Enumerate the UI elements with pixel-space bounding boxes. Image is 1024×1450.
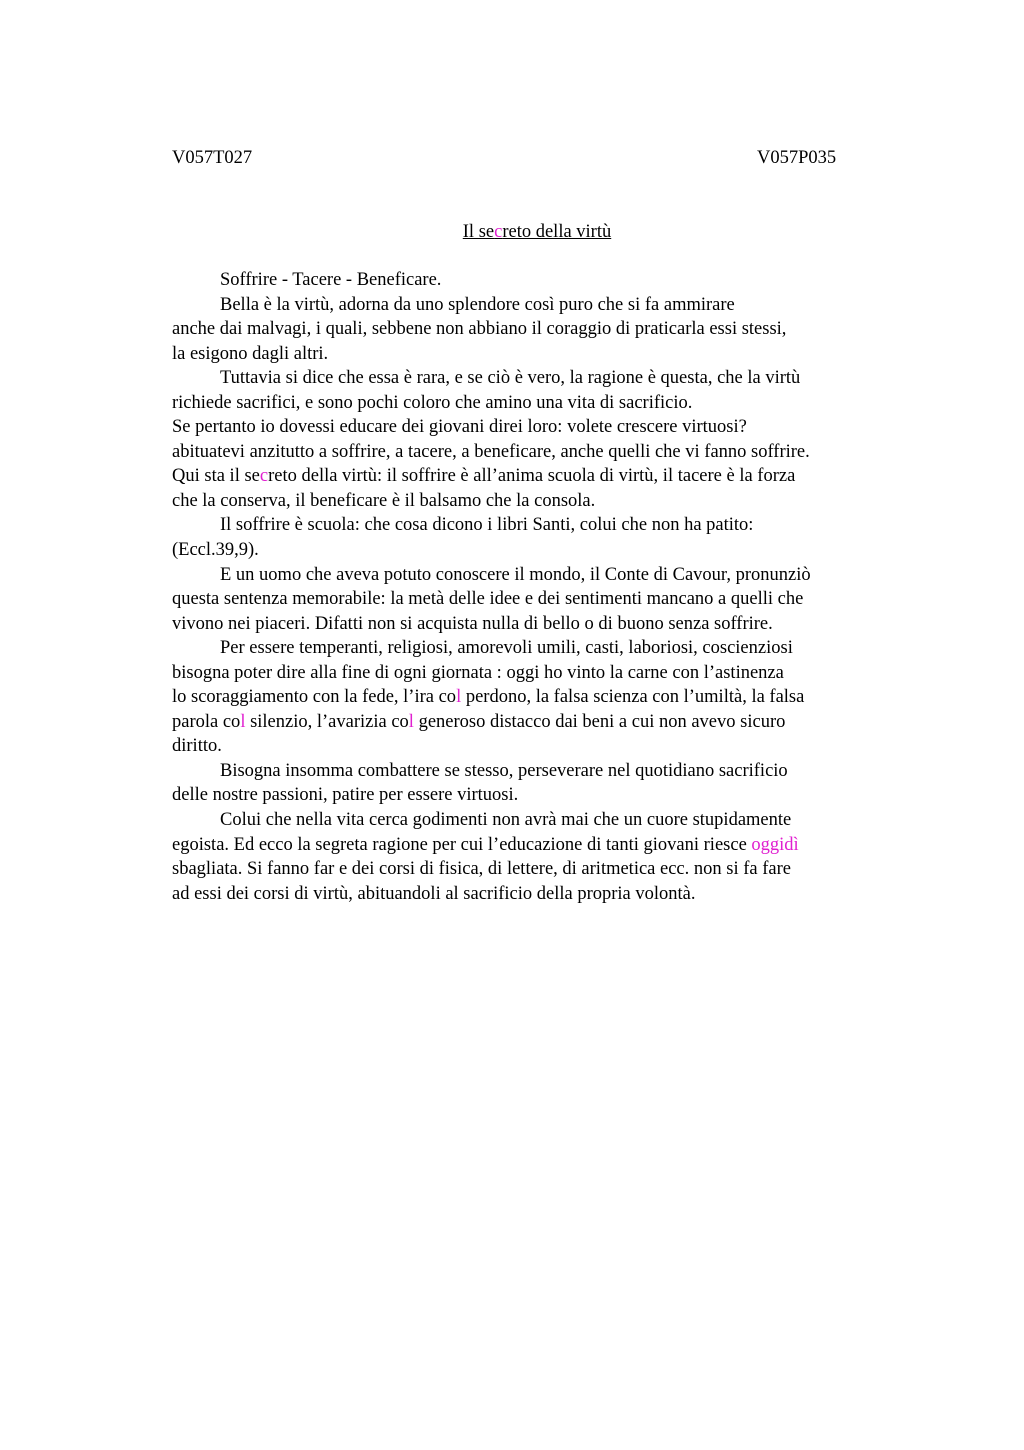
text-line [172, 612, 892, 637]
text-segment: parola co [172, 711, 241, 732]
highlighted-text: oggidì [751, 834, 799, 855]
text-line [172, 759, 892, 784]
header-left-code: V057T027 [172, 148, 253, 168]
text-segment: delle nostre passioni, patire per essere virtuosi. [172, 785, 519, 806]
text-line [172, 710, 892, 735]
text-line [172, 857, 892, 882]
text-line [172, 734, 892, 759]
text-segment: Se pertanto io dovessi educare dei giovani direi loro: volete crescere virtuosi? [172, 417, 747, 438]
text-line [172, 563, 892, 588]
text-line [172, 489, 892, 514]
text-line [172, 636, 892, 661]
document-title [0, 220, 1024, 244]
text-segment: Il soffrire è scuola: che cosa dicono i libri Santi, colui che non ha patito: [220, 515, 754, 536]
text-line [172, 317, 892, 342]
text-line [172, 293, 892, 318]
text-segment: Bella è la virtù, adorna da uno splendore così puro che si fa ammirare [220, 294, 735, 315]
text-segment: bisogna poter dire alla fine di ogni giornata : oggi ho vinto la carne con l’astinenza [172, 662, 784, 683]
text-segment: silenzio, l’avarizia co [245, 711, 409, 732]
text-line [172, 513, 892, 538]
text-line [172, 391, 892, 416]
text-segment: diritto. [172, 736, 222, 757]
document-body [172, 268, 892, 906]
text-segment: sbagliata. Si fanno far e dei corsi di fisica, di lettere, di aritmetica ecc. non si fa fare [172, 859, 791, 880]
text-segment: ad essi dei corsi di virtù, abituandoli al sacrificio della propria volontà. [172, 883, 696, 904]
text-segment: egoista. Ed ecco la segreta ragione per cui l’educazione di tanti giovani riesce [172, 834, 752, 855]
text-segment: reto della virtù: il soffrire è all’anima scuola di virtù, il tacere è la forza [268, 466, 796, 487]
highlighted-text: l [240, 711, 246, 732]
text-line [172, 882, 892, 907]
text-segment: Colui che nella vita cerca godimenti non avrà mai che un cuore stupidamente [220, 810, 792, 831]
text-segment: E un uomo che aveva potuto conoscere il mondo, il Conte di Cavour, pronunziò [220, 564, 811, 585]
text-segment: la esigono dagli altri. [172, 343, 329, 364]
text-line [172, 342, 892, 367]
text-segment: generoso distacco dai beni a cui non avevo sicuro [413, 711, 786, 732]
text-segment: abituatevi anzitutto a soffrire, a tacere, a beneficare, anche quelli che vi fanno soffrire. [172, 441, 810, 462]
title-highlight-letter: c [494, 222, 503, 242]
text-segment: vivono nei piaceri. Difatti non si acquista nulla di bello o di buono senza soffrire. [172, 613, 773, 634]
text-segment: anche dai malvagi, i quali, sebbene non abbiano il coraggio di praticarla essi stessi, [172, 319, 787, 340]
text-line [172, 538, 892, 563]
text-segment: Bisogna insomma combattere se stesso, perseverare nel quotidiano sacrificio [220, 760, 788, 781]
text-line [172, 685, 892, 710]
text-segment: Tuttavia si dice che essa è rara, e se ciò è vero, la ragione è questa, che la virtù [220, 368, 801, 389]
text-segment: Qui sta il se [172, 466, 260, 487]
text-line [172, 783, 892, 808]
title-text-part: Il se [462, 222, 495, 242]
highlighted-text: c [259, 466, 269, 487]
text-line [172, 464, 892, 489]
text-segment: Per essere temperanti, religiosi, amorevoli umili, casti, laboriosi, coscienziosi [220, 638, 793, 659]
text-line [172, 661, 892, 686]
text-line [172, 808, 892, 833]
header-right-code: V057P035 [757, 148, 837, 168]
text-line [172, 440, 892, 465]
text-segment: che la conserva, il beneficare è il balsamo che la consola. [172, 490, 596, 511]
text-line [172, 415, 892, 440]
title-text-part: reto della virtù [502, 222, 612, 242]
text-line [172, 833, 892, 858]
highlighted-text: l [408, 711, 414, 732]
text-segment: (Eccl.39,9). [172, 540, 259, 561]
highlighted-text: l [456, 687, 462, 708]
text-segment: questa sentenza memorabile: la metà delle idee e dei sentimenti mancano a quelli che [172, 589, 804, 610]
text-segment: perdono, la falsa scienza con l’umiltà, la falsa [461, 687, 805, 708]
text-line [172, 587, 892, 612]
text-segment: lo scoraggiamento con la fede, l’ira co [172, 687, 457, 708]
text-segment: Soffrire - Tacere - Beneficare. [220, 270, 442, 290]
text-line [172, 268, 892, 293]
text-line [172, 366, 892, 391]
text-segment: richiede sacrifici, e sono pochi coloro che amino una vita di sacrificio. [172, 392, 693, 413]
